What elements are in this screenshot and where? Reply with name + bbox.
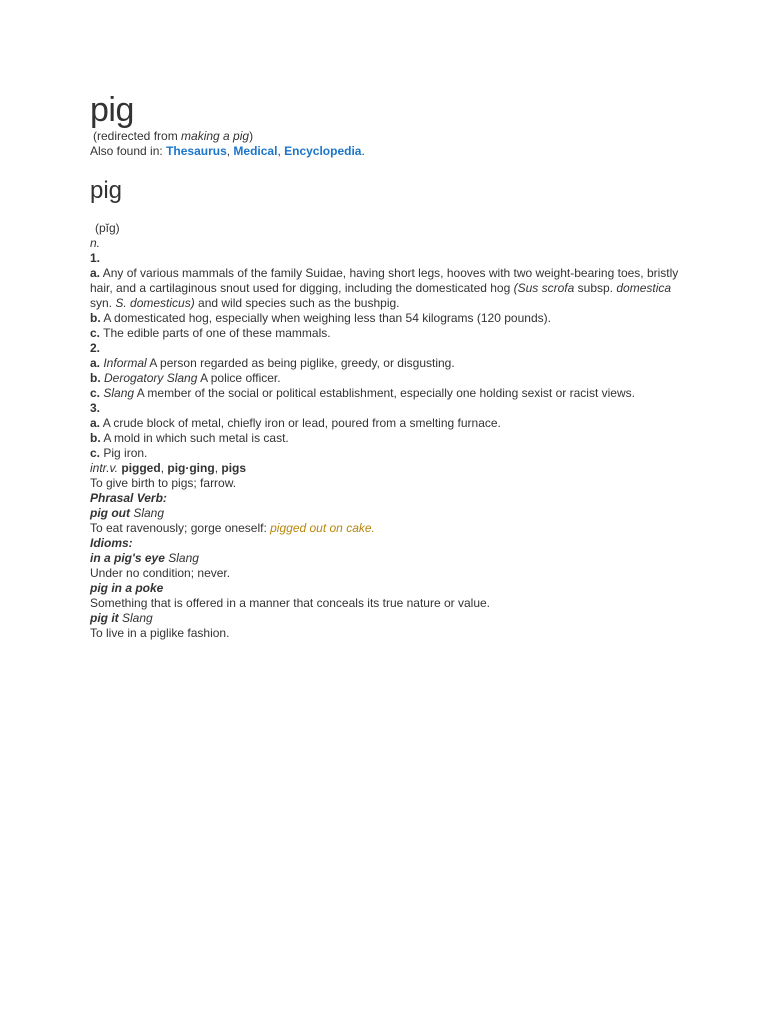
idiom-term: pig it Slang — [90, 611, 153, 625]
pronunciation: (pĭg) — [95, 221, 120, 235]
sense-number: 3. — [90, 401, 101, 415]
link-medical[interactable]: Medical — [233, 144, 278, 158]
sense-3a: a. A crude block of metal, chiefly iron or lead, poured from a smelting furnace. — [90, 416, 501, 430]
phrasal-verb-header: Phrasal Verb: — [90, 491, 167, 505]
sense-number: 1. — [90, 251, 101, 265]
sense-2a: a. Informal A person regarded as being piglike, greedy, or disgusting. — [90, 356, 455, 370]
idiom-definition: Under no condition; never. — [90, 566, 231, 580]
part-of-speech: n. — [90, 236, 101, 250]
definitions — [90, 236, 690, 641]
sense-2b: b. Derogatory Slang A police officer. — [90, 371, 281, 385]
idioms-header: Idioms: — [90, 536, 133, 550]
page-title: pig — [90, 91, 134, 129]
verb-forms: intr.v. pigged, pig·ging, pigs — [90, 461, 247, 475]
also-found-in: Also found in: Thesaurus, Medical, Encyclopedia. — [90, 144, 365, 158]
sense-1a: a. Any of various mammals of the family Suidae, having short legs, hooves with two weight-bearing toes, bristly hair, and a cartilaginous snout used for digging, including the domesticated hog (Sus scrofa subsp. domestica syn. S. domesticus) and wild species such as the bushpig. — [90, 266, 679, 310]
sense-3c: c. Pig iron. — [90, 446, 148, 460]
sense-1b: b. A domesticated hog, especially when weighing less than 54 kilograms (120 pounds). — [90, 311, 551, 325]
example-text: pigged out on cake. — [270, 521, 375, 535]
idiom-term: pig in a poke — [90, 581, 164, 595]
sense-1c: c. The edible parts of one of these mammals. — [90, 326, 331, 340]
link-encyclopedia[interactable]: Encyclopedia — [284, 144, 362, 158]
idiom-term: in a pig's eye Slang — [90, 551, 199, 565]
idiom-definition: To live in a piglike fashion. — [90, 626, 230, 640]
definition-headword: pig — [90, 177, 123, 204]
verb-definition: To give birth to pigs; farrow. — [90, 476, 237, 490]
phrasal-verb-definition: To eat ravenously; gorge oneself: pigged out on cake. — [90, 521, 375, 535]
redirect-note: (redirected from making a pig) — [93, 129, 254, 143]
idiom-definition: Something that is offered in a manner that conceals its true nature or value. — [90, 596, 491, 610]
sense-number: 2. — [90, 341, 101, 355]
sense-2c: c. Slang A member of the social or political establishment, especially one holding sexist or racist views. — [90, 386, 635, 400]
phrasal-verb-term: pig out Slang — [90, 506, 165, 520]
sense-3b: b. A mold in which such metal is cast. — [90, 431, 289, 445]
redirect-term: making a pig — [181, 129, 250, 143]
link-thesaurus[interactable]: Thesaurus — [166, 144, 227, 158]
